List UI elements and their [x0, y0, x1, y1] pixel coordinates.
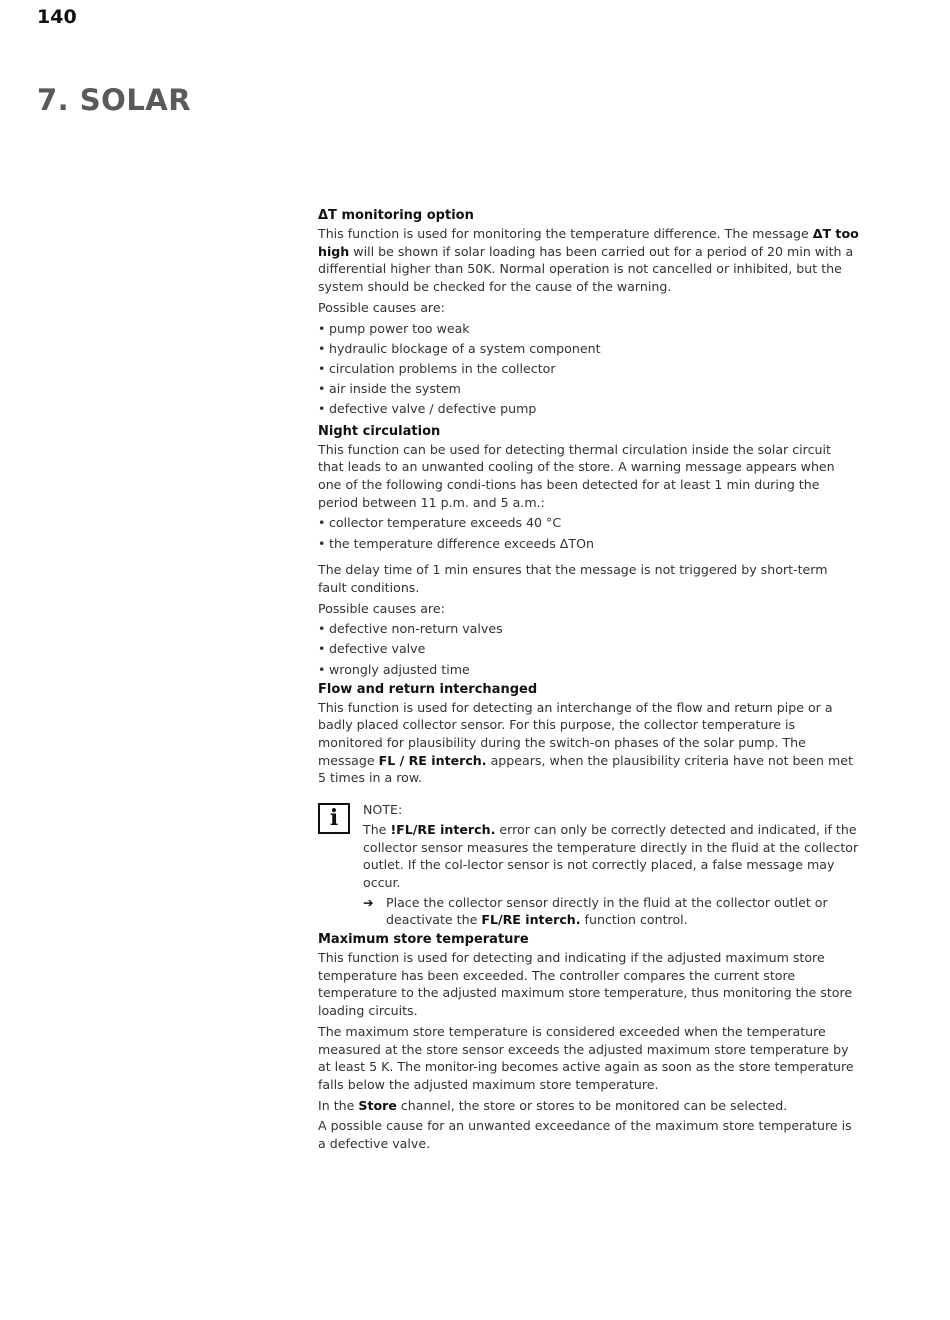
list-item: • the temperature difference exceeds ΔTOn: [318, 535, 860, 553]
night-conditions-list: [318, 514, 860, 552]
list-item: • pump power too weak: [318, 320, 860, 338]
night-causes-label: Possible causes are:: [318, 600, 445, 616]
max-store-paragraph-3: In the Store channel, the store or stores to be monitored can be selected.: [318, 1097, 788, 1113]
dt-causes-list: [318, 320, 860, 418]
section-heading-dt-monitoring: ΔT monitoring option: [318, 208, 474, 223]
list-item: • defective non-return valves: [318, 620, 860, 638]
max-store-paragraph-2: The maximum store temperature is considered exceeded when the temperature measured at the store sensor exceeds the adjusted maximum store temperature by at least 5 K. The monitor-ing becomes active again as soon as the store temperature falls below the adjusted maximum store temperature.: [318, 1023, 854, 1092]
note-box: [318, 801, 860, 929]
arrow-right-icon: ➔: [363, 894, 374, 910]
section-heading-night-circulation: Night circulation: [318, 423, 441, 439]
info-icon: i: [318, 803, 350, 834]
message-fl-re-interch: FL / RE interch.: [378, 752, 487, 768]
dt-causes-label: Possible causes are:: [318, 299, 445, 315]
list-item: • circulation problems in the collector: [318, 360, 860, 378]
list-item: • air inside the system: [318, 380, 860, 398]
section-heading-max-store: Maximum store temperature: [318, 932, 529, 948]
list-item: • collector temperature exceeds 40 °C: [318, 514, 860, 532]
list-item: • defective valve: [318, 640, 860, 658]
message-dt-too-high: ΔT too high: [318, 226, 859, 259]
note-action: ➔ Place the collector sensor directly in the fluid at the collector outlet or deactivate the FL/RE interch. function control.: [363, 894, 828, 928]
dt-monitoring-paragraph: This function is used for monitoring the temperature difference. The message ΔT too high will be shown if solar loading has been carried out for a period of 20 min with a differential higher than 50K. Normal operation is not cancelled or inhibited, but the system should be checked for the cause of the warning.: [318, 226, 859, 295]
section-heading-flow-return: Flow and return interchanged: [318, 681, 538, 697]
night-causes-list: [318, 620, 860, 678]
main-content: [318, 207, 860, 1156]
note-label: NOTE:: [363, 802, 403, 818]
store-channel-label: Store: [358, 1097, 397, 1113]
note-text: The !FL/RE interch. error can only be correctly detected and indicated, if the collector sensor measures the temperature directly in the fluid at the collector outlet. If the col-lector sensor is not correctly placed, a false message may occur.: [363, 821, 859, 890]
flow-return-paragraph: This function is used for detecting an interchange of the flow and return pipe or a badly placed collector sensor. For this purpose, the collector temperature is monitored for plausibility during the switch-on phases of the solar pump. The message FL / RE interch. appears, when the plausibility criteria have not been met 5 times in a row.: [318, 699, 853, 786]
night-delay-paragraph: The delay time of 1 min ensures that the message is not triggered by short-term fault conditions.: [318, 562, 828, 595]
chapter-title: 7. SOLAR: [37, 83, 192, 117]
list-item: • hydraulic blockage of a system component: [318, 340, 860, 358]
list-item: • wrongly adjusted time: [318, 661, 860, 679]
list-item: • defective valve / defective pump: [318, 400, 860, 418]
max-store-paragraph-4: A possible cause for an unwanted exceedance of the maximum store temperature is a defective valve.: [318, 1118, 852, 1152]
night-circulation-paragraph: This function can be used for detecting thermal circulation inside the solar circuit that leads to an unwanted cooling of the store. A warning message appears when one of the following condi-tions has been detected for at least 1 min during the period between 11 p.m. and 5 a.m.:: [318, 441, 835, 510]
page-number: 140: [37, 6, 77, 28]
max-store-paragraph-1: This function is used for detecting and indicating if the adjusted maximum store temperature has been exceeded. The controller compares the current store temperature to the adjusted maximum store temperature, thus monitoring the store loading circuits.: [318, 950, 853, 1019]
